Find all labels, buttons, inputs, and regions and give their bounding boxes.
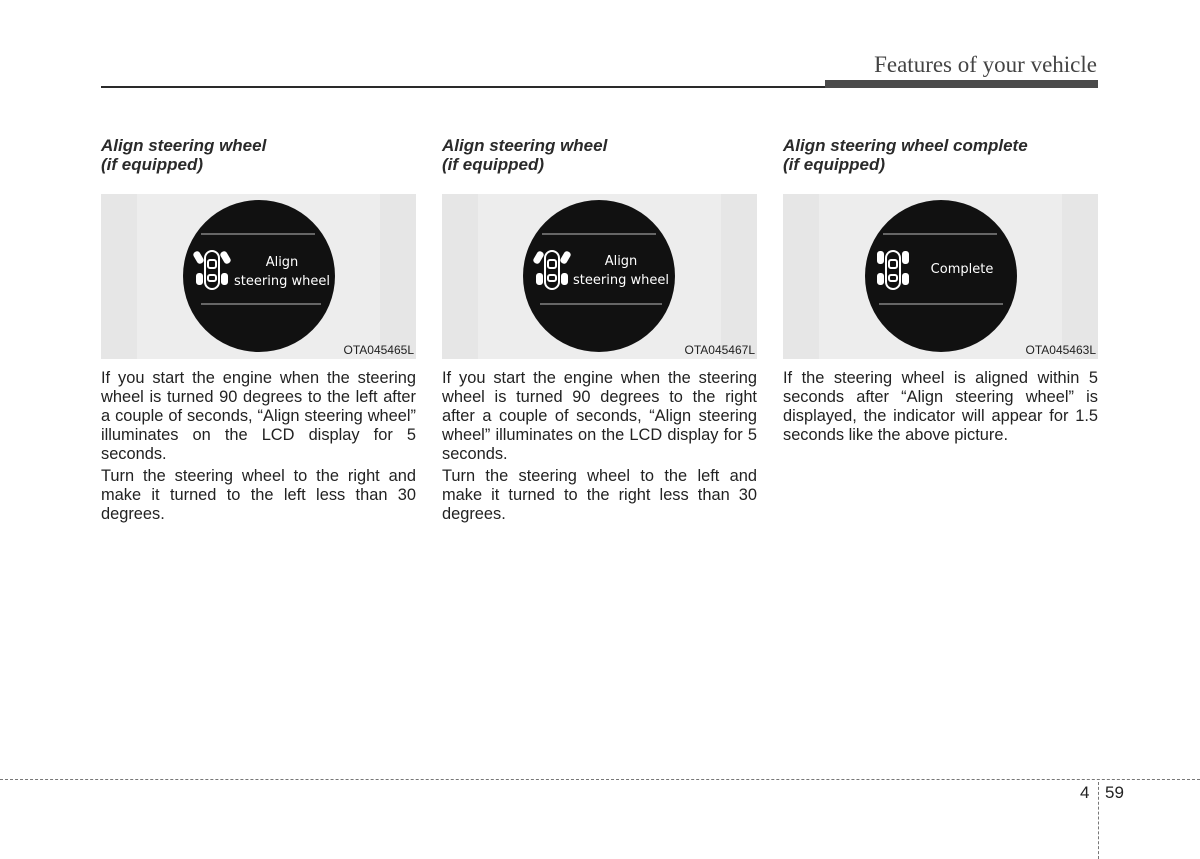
heading-line-2: (if equipped): [101, 155, 203, 174]
header-rule-accent: [825, 80, 1098, 88]
section-align-right: [442, 136, 757, 524]
lcd-text-line-2: steering wheel: [234, 274, 330, 289]
chapter-number: 4: [1080, 783, 1090, 802]
header-rule: [101, 86, 825, 88]
body-paragraph: If the steering wheel is aligned within 5 seconds after “Align steering wheel” is displayed, the indicator will appear for 1.5 seconds like the above picture.: [783, 369, 1098, 444]
body-paragraph: Turn the steering wheel to the right and make it turned to the left less than 30 degrees.: [101, 467, 416, 523]
figure-code: OTA045467L: [684, 343, 755, 357]
footer-vertical-divider: [1098, 782, 1099, 859]
figure-code: OTA045463L: [1025, 343, 1096, 357]
section-heading: [783, 136, 1098, 194]
body-paragraph: If you start the engine when the steering wheel is turned 90 degrees to the left after a couple of seconds, “Align steering wheel” illuminates on the LCD display for 5 seconds.: [101, 369, 416, 463]
heading-line-1: Align steering wheel complete: [783, 136, 1028, 155]
section-heading: [101, 136, 416, 194]
body-paragraph: If you start the engine when the steering wheel is turned 90 degrees to the right after a couple of seconds, “Align steering wheel” illuminates on the LCD display for 5 seconds.: [442, 369, 757, 463]
footer-divider: [0, 779, 1200, 780]
section-align-complete: [783, 136, 1098, 445]
lcd-text-line-2: steering wheel: [573, 273, 669, 288]
header-title: Features of your vehicle: [874, 52, 1097, 77]
figure-code: OTA045465L: [343, 343, 414, 357]
lcd-display: [101, 194, 416, 359]
heading-line-1: Align steering wheel: [442, 136, 608, 155]
page-number: 59: [1105, 783, 1124, 802]
body-paragraph: Turn the steering wheel to the left and make it turned to the right less than 30 degrees.: [442, 467, 757, 523]
heading-line-2: (if equipped): [442, 155, 544, 174]
lcd-text-line-1: Align: [604, 254, 638, 269]
lcd-text-line-1: Align: [265, 255, 299, 270]
lcd-figure: [101, 194, 416, 359]
section-heading: [442, 136, 757, 194]
section-align-left: [101, 136, 416, 524]
heading-line-1: Align steering wheel: [101, 136, 267, 155]
lcd-text-line-1: Complete: [930, 262, 994, 277]
lcd-figure: [783, 194, 1098, 359]
lcd-display: [442, 194, 757, 359]
lcd-display: [783, 194, 1098, 359]
lcd-figure: [442, 194, 757, 359]
heading-line-2: (if equipped): [783, 155, 885, 174]
